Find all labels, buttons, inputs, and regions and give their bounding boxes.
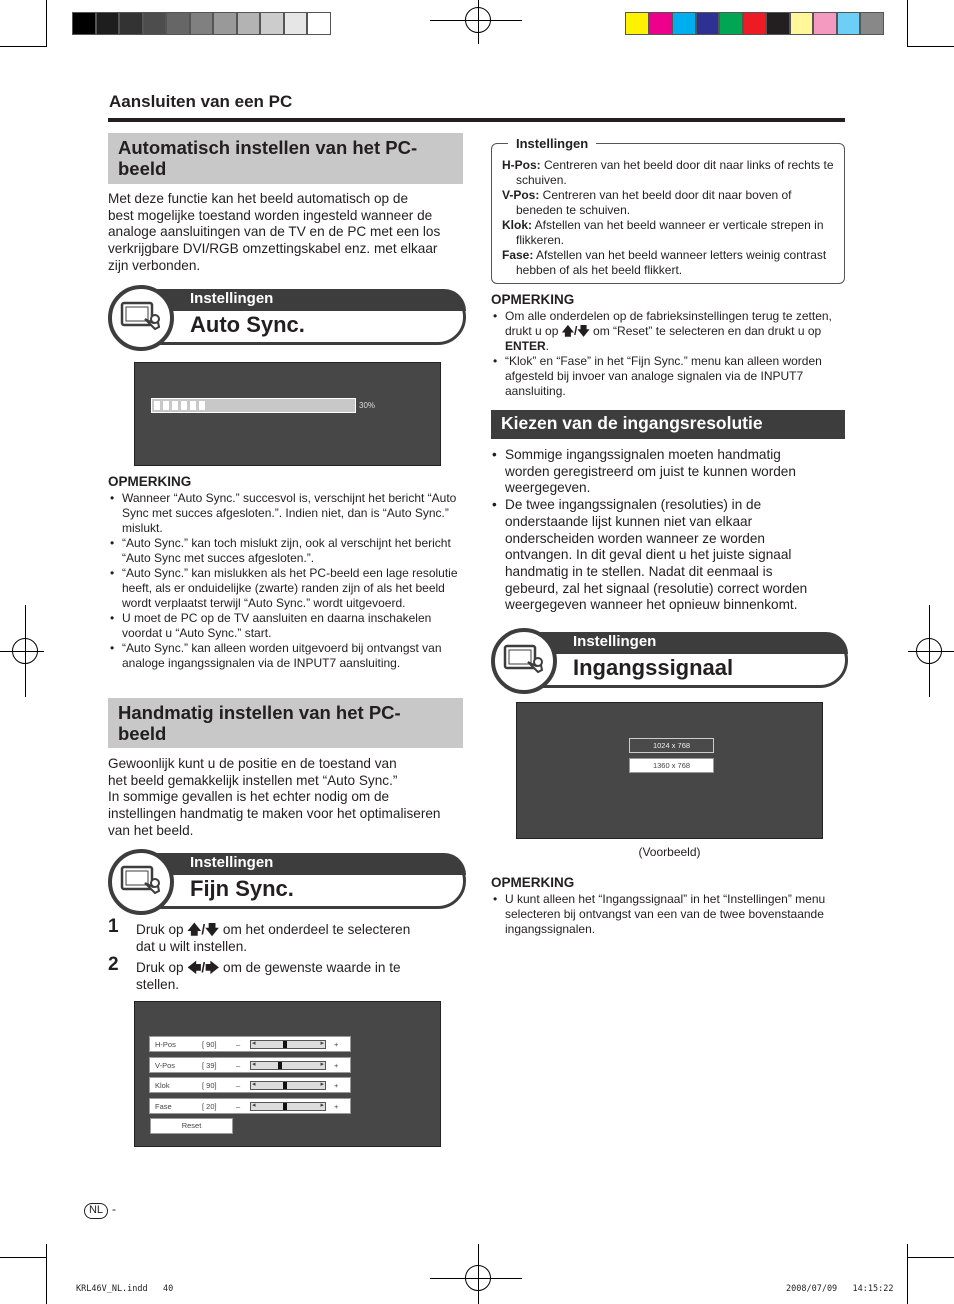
minus-icon: – [236, 1081, 241, 1090]
banner-title: Auto Sync. [190, 312, 305, 337]
header-rule [108, 118, 845, 122]
setting-row[interactable] [149, 1077, 351, 1093]
setting-name: Fase [155, 1101, 172, 1111]
step-text: dat u wilt instellen. [136, 938, 248, 954]
banner-title: Ingangssignaal [573, 655, 734, 680]
note-item: • “Klok” en “Fase” in het “Fijn Sync.” menu kan alleen worden afgesteld bij invoer van analoge signalen via de INPUT7 aansluiting. [505, 354, 836, 399]
body-line: zijn verbonden. [108, 257, 201, 273]
grayscale-bar [72, 12, 330, 35]
settings-tv-icon [491, 628, 557, 694]
crop-mark [907, 0, 908, 47]
settings-tv-icon [108, 285, 174, 351]
left-right-arrow-icon: 🡄/🡆 [187, 960, 220, 975]
setting-value: [ 90] [202, 1040, 217, 1049]
left-arrow-icon: ◂ [252, 1040, 256, 1047]
bullet-item: • Sommige ingangssignalen moeten handmatig worden geregistreerd om juist te kunnen worden weergegeven. [505, 447, 829, 497]
setting-name: H-Pos [155, 1040, 176, 1049]
color-swatch [307, 12, 331, 35]
reset-button[interactable]: Reset [150, 1118, 233, 1134]
body-line: van het beeld. [108, 822, 194, 838]
up-down-arrow-icon: 🡅/🡇 [187, 922, 220, 937]
banner-title: Fijn Sync. [190, 876, 294, 901]
section-title-line: Handmatig instellen van het PC- [118, 702, 401, 723]
section-title-manual [108, 698, 463, 748]
banner-category: Instellingen [190, 854, 274, 871]
setting-row[interactable] [149, 1036, 351, 1052]
color-swatch [719, 12, 743, 35]
info-box-title: Instellingen [508, 136, 596, 151]
setting-slider[interactable] [250, 1040, 326, 1049]
color-swatch [143, 12, 167, 35]
color-swatch [649, 12, 673, 35]
color-swatch [166, 12, 190, 35]
info-item: H-Pos: Centreren van het beeld door dit naar links of rechts te schuiven. [502, 158, 834, 187]
progress-segment [181, 401, 187, 410]
body-line: analoge aansluitingen van de TV en de PC met een los [108, 224, 441, 240]
section-title-auto [108, 133, 463, 184]
menu-banner-auto-sync [108, 285, 466, 351]
crop-mark [0, 46, 47, 47]
crop-mark [907, 1257, 954, 1258]
left-arrow-icon: ◂ [252, 1101, 256, 1109]
progress-segment [199, 401, 205, 410]
color-swatch [96, 12, 120, 35]
setting-slider[interactable] [250, 1102, 326, 1111]
color-bar [625, 12, 883, 35]
color-swatch [72, 12, 96, 35]
note-item: • Wanneer “Auto Sync.” succesvol is, verschijnt het bericht “Auto Sync met succes afgesloten.”. Indien niet, dan is “Auto Sync.” mislukt. [122, 491, 458, 536]
section-body-resolution [491, 447, 829, 614]
note-auto-sync [108, 474, 458, 671]
color-swatch [813, 12, 837, 35]
slider-knob[interactable] [283, 1041, 287, 1048]
menu-banner-ingangssignaal [491, 628, 848, 694]
note-item: • U moet de PC op de TV aansluiten en daarna inschakelen voordat u “Auto Sync.” start. [122, 611, 458, 641]
body-line: Met deze functie kan het beeld automatisch op de [108, 191, 409, 206]
right-arrow-icon: ▸ [320, 1081, 324, 1088]
setting-name: Klok [155, 1081, 170, 1090]
crop-mark [0, 1257, 47, 1258]
section-title-line: Automatisch instellen van het PC- [118, 137, 418, 158]
step-text: Druk op [136, 960, 188, 975]
step-text: om de gewenste waarde in te [219, 960, 401, 975]
note-item: • “Auto Sync.” kan alleen worden uitgevoerd bij ontvangst van analoge ingangssignalen via de INPUT7 aansluiting. [122, 641, 458, 671]
plus-icon: + [334, 1060, 339, 1070]
crop-mark [46, 1244, 47, 1304]
color-swatch [190, 12, 214, 35]
progress-label: 30% [359, 401, 376, 410]
plus-icon: + [334, 1101, 339, 1111]
body-line: het beeld gemakkelijk instellen met “Auto Sync.” [108, 772, 398, 788]
section-body-manual [108, 756, 470, 840]
color-swatch [696, 12, 720, 35]
note-item: • U kunt alleen het “Ingangssignaal” in het “Instellingen” menu selecteren bij ontvangst van een van de twee bovenstaande ingangssignalen. [505, 892, 831, 937]
step-1 [108, 916, 468, 955]
menu-banner-fijn-sync [108, 849, 466, 915]
resolution-option[interactable]: 1360 x 768 [629, 758, 714, 773]
step-text: Druk op [136, 922, 188, 937]
note-ingangssignaal [491, 875, 831, 937]
note-item: • “Auto Sync.” kan mislukken als het PC-beeld een lage resolutie heeft, als er onduidelijke (zwarte) randen zijn of als het beeld wordt verplaatst terwijl “Auto Sync.” wordt uitgevoerd. [122, 566, 458, 611]
crop-mark [907, 1244, 908, 1304]
color-swatch [237, 12, 261, 35]
footer-timestamp: 2008/07/09 14:15:22 [786, 1284, 894, 1294]
page-dash: - [112, 1202, 116, 1216]
setting-name: V-Pos [155, 1060, 176, 1070]
color-swatch [625, 12, 649, 35]
body-line: instellingen handmatig te maken voor het optimaliseren [108, 806, 441, 822]
body-line: In sommige gevallen is het echter nodig om de [108, 789, 390, 805]
right-arrow-icon: ▸ [320, 1060, 324, 1068]
setting-row[interactable] [149, 1057, 351, 1073]
auto-sync-screen [134, 362, 441, 466]
color-swatch [766, 12, 790, 35]
setting-slider[interactable] [250, 1081, 326, 1090]
step-number: 1 [108, 916, 119, 937]
language-badge: NL [84, 1203, 108, 1219]
plus-icon: + [334, 1040, 339, 1049]
crop-mark [907, 46, 954, 47]
info-item: V-Pos: Centreren van het beeld door dit naar boven of beneden te schuiven. [502, 188, 792, 217]
body-line: Gewoonlijk kunt u de positie en de toestand van [108, 756, 397, 771]
note-title: OPMERKING [491, 875, 575, 890]
section-title-resolution: Kiezen van de ingangsresolutie [491, 410, 845, 439]
left-arrow-icon: ◂ [252, 1060, 256, 1068]
minus-icon: – [236, 1060, 241, 1070]
info-item: Klok: Afstellen van het beeld wanneer er verticale strepen in flikkeren. [502, 218, 824, 247]
step-number: 2 [108, 954, 119, 975]
progress-segment [190, 401, 196, 410]
setting-slider[interactable] [250, 1061, 326, 1070]
resolution-option[interactable]: 1024 x 768 [629, 738, 714, 753]
note-item: • Om alle onderdelen op de fabrieksinstellingen terug te zetten, drukt u op 🡅/🡇 om “Reset” te selecteren en dan drukt u op ENTER. [505, 309, 836, 354]
progress-segment [154, 401, 160, 410]
slider-knob[interactable] [278, 1062, 282, 1069]
up-down-arrow-icon: 🡅/🡇 [561, 324, 590, 338]
color-swatch [790, 12, 814, 35]
setting-value: [ 39] [202, 1060, 217, 1070]
fine-sync-screen [134, 1001, 441, 1147]
section-title-line: beeld [118, 723, 167, 744]
progress-bar [151, 398, 356, 413]
minus-icon: – [236, 1101, 241, 1111]
step-text: stellen. [136, 976, 180, 992]
banner-category: Instellingen [573, 633, 657, 650]
plus-icon: + [334, 1081, 339, 1090]
progress-segment [172, 401, 178, 410]
setting-row[interactable] [149, 1098, 351, 1114]
step-text: om het onderdeel te selecteren [219, 922, 411, 937]
bullet-item: • De twee ingangssignalen (resoluties) in de onderstaande lijst kunnen niet van elkaar onderscheiden worden wanneer ze worden ontvangen. In dit geval dient u het juiste signaal handmatig in te stellen. Nadat dit eenmaal is gebeurd, zal het signaal (resolutie) correct worden weergegeven wanneer het opnieuw binnenkomt. [505, 497, 829, 614]
color-swatch [213, 12, 237, 35]
left-arrow-icon: ◂ [252, 1081, 256, 1088]
settings-tv-icon [108, 849, 174, 915]
setting-value: [ 90] [202, 1081, 217, 1090]
color-swatch [743, 12, 767, 35]
right-arrow-icon: ▸ [320, 1040, 324, 1047]
color-swatch [837, 12, 861, 35]
color-swatch [284, 12, 308, 35]
progress-segment [163, 401, 169, 410]
minus-icon: – [236, 1040, 241, 1049]
settings-info-box [491, 136, 845, 284]
section-body-auto [108, 191, 468, 275]
color-swatch [860, 12, 884, 35]
color-swatch [260, 12, 284, 35]
body-line: verkrijgbare DVI/RGB omzettingskabel enz. met elkaar [108, 241, 438, 257]
info-item: Fase: Afstellen van het beeld wanneer letters weinig contrast hebben of als het beeld flikkert. [502, 248, 827, 277]
banner-category: Instellingen [190, 290, 274, 307]
right-arrow-icon: ▸ [320, 1101, 324, 1109]
slider-knob[interactable] [283, 1103, 287, 1110]
crop-mark [46, 0, 47, 47]
note-title: OPMERKING [491, 292, 575, 307]
note-settings [491, 292, 836, 399]
note-title: OPMERKING [108, 474, 192, 489]
input-signal-screen [516, 702, 823, 839]
footer-file: KRL46V_NL.indd 40 [76, 1284, 174, 1294]
note-item: • “Auto Sync.” kan toch mislukt zijn, ook al verschijnt het bericht “Auto Sync met succes afgesloten.”. [122, 536, 458, 566]
slider-knob[interactable] [283, 1082, 287, 1089]
setting-value: [ 20] [202, 1101, 217, 1111]
screen-caption: (Voorbeeld) [638, 845, 701, 859]
color-swatch [672, 12, 696, 35]
color-swatch [119, 12, 143, 35]
step-2 [108, 954, 468, 993]
section-title-line: beeld [118, 158, 167, 179]
body-line: best mogelijke toestand worden ingesteld wanneer de [108, 207, 433, 223]
page-header: Aansluiten van een PC [109, 92, 293, 111]
